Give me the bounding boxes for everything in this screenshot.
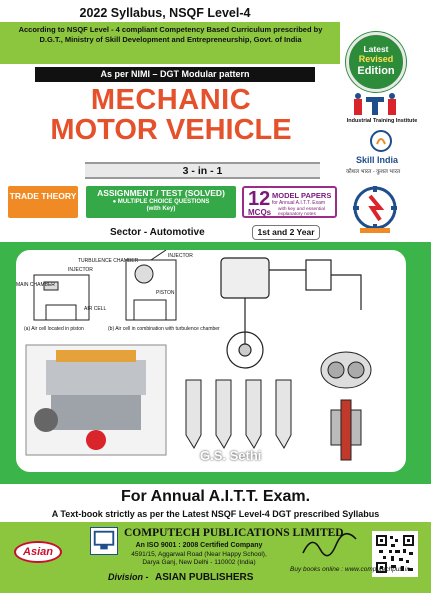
- label-injector-b: INJECTOR: [168, 253, 193, 259]
- author-name: G.S. Sethi: [200, 448, 262, 463]
- asian-publishers: ASIAN PUBLISHERS: [155, 572, 254, 583]
- model-papers-count: 12: [248, 188, 271, 210]
- division-label: Division -: [108, 572, 149, 582]
- assignment-box: [86, 186, 236, 218]
- textbook-statement: A Text-book strictly as per the Latest NSQF Level-4 DGT prescribed Syllabus: [51, 509, 380, 519]
- piston-crank-diagram: [221, 258, 361, 368]
- assignment-label: ASSIGNMENT / TEST (SOLVED): [97, 188, 225, 198]
- mcqs-note: with key and essential explanatory notes: [278, 207, 325, 217]
- caption-a: (a) Air cell located in piston: [24, 326, 84, 332]
- badge-edition: Edition: [357, 65, 395, 77]
- label-air-cell: AIR CELL: [84, 306, 107, 312]
- engine-cutaway-image: [26, 345, 166, 455]
- asian-logo: Asian: [14, 541, 62, 563]
- iti-logo: [352, 93, 407, 117]
- latest-edition-badge: [346, 32, 406, 92]
- model-papers-box: [242, 186, 337, 218]
- division-line: [108, 572, 253, 583]
- title-line-1: MECHANIC: [90, 84, 252, 116]
- three-in-one-bar: 3 - in - 1: [85, 162, 320, 179]
- injector-nozzles-diagram: [186, 380, 291, 448]
- computech-logo-icon: [90, 527, 118, 555]
- iso-line: An ISO 9001 : 2008 Certified Company: [135, 542, 263, 549]
- caption-b: (b) Air cell in combination with turbulence chamber: [108, 326, 220, 332]
- publisher-name: COMPUTECH PUBLICATIONS LIMITED: [124, 527, 344, 539]
- pump-valve-diagram: [321, 352, 371, 460]
- skill-ministry-emblem-icon: [346, 186, 404, 234]
- skill-india-logo: [370, 130, 392, 152]
- signature-icon: [300, 531, 362, 561]
- exam-heading: For Annual A.I.T.T. Exam.: [120, 488, 311, 505]
- trade-theory-box: [8, 186, 78, 218]
- label-main-chamber: MAIN CHAMBER: [16, 282, 55, 288]
- syllabus-heading: 2022 Syllabus, NSQF Level-4: [79, 6, 251, 20]
- title-line-2: MOTOR VEHICLE: [50, 114, 292, 146]
- badge-revised: Revised: [358, 54, 394, 64]
- model-papers-for: for Annual A.I.T.T. Exam: [272, 200, 326, 206]
- label-turbulence: TURBULENCE CHAMBER: [78, 258, 139, 264]
- iti-caption: Industrial Training Institute: [346, 118, 418, 124]
- nimi-bar: As per NIMI – DGT Modular pattern: [35, 67, 315, 82]
- buy-online-text[interactable]: Buy books online : www.computechpub.in: [290, 566, 410, 573]
- assignment-sub2: (with Key): [146, 206, 176, 212]
- label-piston: PISTON: [156, 290, 175, 296]
- assignment-sub1: ● MULTIPLE CHOICE QUESTIONS: [112, 199, 210, 205]
- model-papers-label: MODEL PAPERS: [272, 191, 332, 200]
- address-line-1: 4591/15, Aggarwal Road (Near Happy School),: [131, 551, 267, 558]
- address-line-2: Darya Ganj, New Delhi - 110002 (India): [142, 559, 256, 566]
- skill-india-text: Skill India: [356, 155, 399, 165]
- sector-label: Sector - Automotive: [110, 227, 205, 238]
- badge-latest: Latest: [363, 44, 389, 54]
- label-injector-a: INJECTOR: [68, 267, 93, 273]
- mcqs-label: MCQs: [248, 208, 272, 217]
- technical-illustrations: [16, 250, 406, 476]
- years-badge: 1st and 2 Year: [252, 225, 320, 240]
- curriculum-text: According to NSQF Level - 4 compliant Competency Based Curriculum prescribed by D.G.T., Ministry of Skill Development and Entrepreneurship, Govt. of India: [18, 25, 323, 44]
- trade-theory-label: TRADE THEORY: [9, 191, 77, 201]
- skill-india-sub: कौशल भारत - कुशल भारत: [346, 169, 401, 175]
